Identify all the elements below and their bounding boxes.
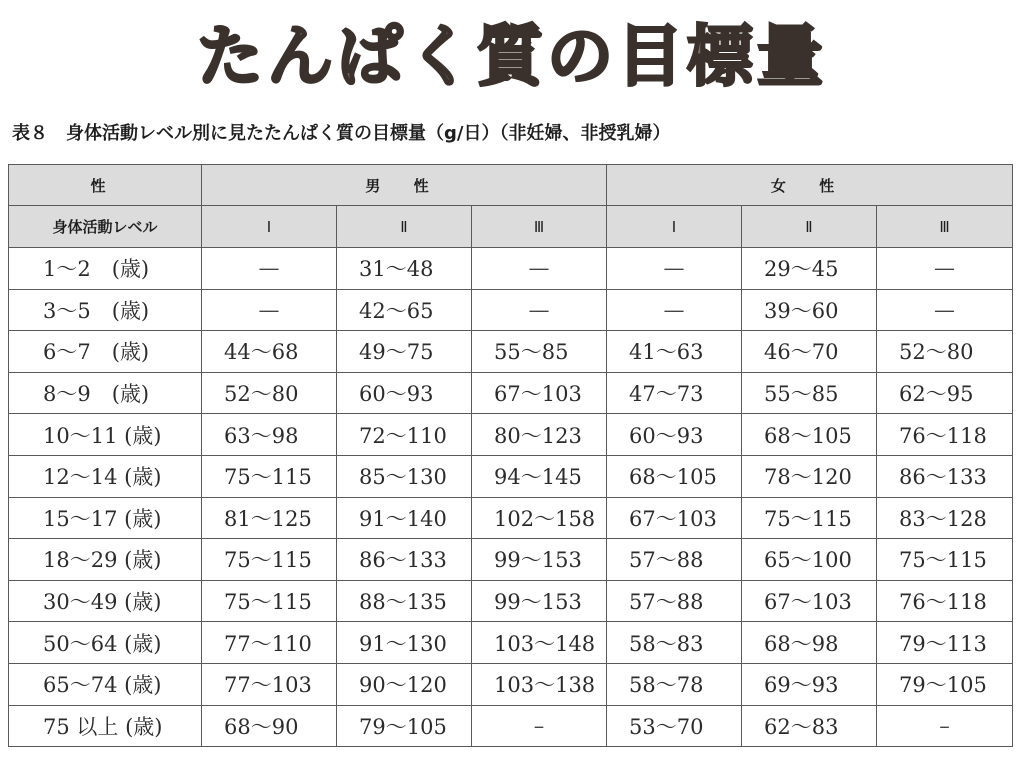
female-level-3-header: Ⅲ [877, 206, 1013, 248]
protein-value-cell: 91～140 [337, 497, 472, 539]
protein-value-cell: – [877, 705, 1013, 747]
protein-value-cell: — [202, 248, 337, 290]
female-level-1-header: Ⅰ [607, 206, 742, 248]
protein-value-cell: 62～95 [877, 372, 1013, 414]
page-title: たんぱく質の目標量 [197, 18, 827, 95]
protein-value-cell: 77～103 [202, 663, 337, 705]
male-level-2-header: Ⅱ [337, 206, 472, 248]
table-row [9, 248, 1013, 290]
table-row [9, 455, 1013, 497]
protein-value-cell: 86～133 [337, 539, 472, 581]
age-group-cell: 65～74 (歳) [9, 663, 202, 705]
protein-value-cell: 57～88 [607, 539, 742, 581]
protein-value-cell: 67～103 [742, 580, 877, 622]
protein-value-cell: 86～133 [877, 455, 1013, 497]
age-group-cell: 10～11 (歳) [9, 414, 202, 456]
female-level-2-header: Ⅱ [742, 206, 877, 248]
protein-value-cell: 102～158 [472, 497, 607, 539]
protein-value-cell: — [877, 248, 1013, 290]
age-group-cell: 8～9 (歳) [9, 372, 202, 414]
protein-value-cell: 29～45 [742, 248, 877, 290]
protein-value-cell: 60～93 [337, 372, 472, 414]
protein-value-cell: 103～148 [472, 622, 607, 664]
protein-value-cell: — [472, 248, 607, 290]
table-row [9, 663, 1013, 705]
age-group-cell: 3～5 (歳) [9, 289, 202, 331]
table-row [9, 289, 1013, 331]
male-level-1-header: Ⅰ [202, 206, 337, 248]
age-group-cell: 12～14 (歳) [9, 455, 202, 497]
age-group-cell: 75 以上 (歳) [9, 705, 202, 747]
table-caption: 表８ 身体活動レベル別に見たたんぱく質の目標量（g/日）（非妊婦、非授乳婦） [12, 123, 671, 144]
protein-value-cell: 46～70 [742, 331, 877, 373]
protein-value-cell: 55～85 [742, 372, 877, 414]
protein-value-cell: 47～73 [607, 372, 742, 414]
protein-value-cell: — [877, 289, 1013, 331]
protein-value-cell: 63～98 [202, 414, 337, 456]
protein-value-cell: 44～68 [202, 331, 337, 373]
table-row [9, 580, 1013, 622]
protein-value-cell: 83～128 [877, 497, 1013, 539]
age-group-cell: 6～7 (歳) [9, 331, 202, 373]
protein-value-cell: 65～100 [742, 539, 877, 581]
protein-value-cell: 39～60 [742, 289, 877, 331]
protein-value-cell: 68～98 [742, 622, 877, 664]
protein-value-cell: 41～63 [607, 331, 742, 373]
protein-value-cell: 77～110 [202, 622, 337, 664]
table-row [9, 414, 1013, 456]
age-group-cell: 15～17 (歳) [9, 497, 202, 539]
female-header: 女 性 [607, 165, 1013, 206]
age-group-cell: 1～2 (歳) [9, 248, 202, 290]
protein-value-cell: 78～120 [742, 455, 877, 497]
protein-target-table [8, 164, 1013, 747]
protein-value-cell: 85～130 [337, 455, 472, 497]
protein-value-cell: 62～83 [742, 705, 877, 747]
protein-value-cell: 91～130 [337, 622, 472, 664]
protein-value-cell: 76～118 [877, 580, 1013, 622]
protein-value-cell: 90～120 [337, 663, 472, 705]
protein-value-cell: 68～105 [607, 455, 742, 497]
protein-value-cell: 80～123 [472, 414, 607, 456]
header-row-level [9, 206, 1013, 248]
protein-value-cell: 58～78 [607, 663, 742, 705]
protein-value-cell: 75～115 [877, 539, 1013, 581]
table-row [9, 539, 1013, 581]
protein-value-cell: — [202, 289, 337, 331]
protein-value-cell: 76～118 [877, 414, 1013, 456]
protein-value-cell: — [472, 289, 607, 331]
protein-value-cell: 72～110 [337, 414, 472, 456]
protein-value-cell: 94～145 [472, 455, 607, 497]
protein-value-cell: 79～105 [877, 663, 1013, 705]
protein-value-cell: 31～48 [337, 248, 472, 290]
protein-value-cell: 75～115 [202, 455, 337, 497]
protein-value-cell: 67～103 [472, 372, 607, 414]
sex-header: 性 [9, 165, 202, 206]
protein-value-cell: 68～105 [742, 414, 877, 456]
male-level-3-header: Ⅲ [472, 206, 607, 248]
protein-value-cell: 75～115 [742, 497, 877, 539]
protein-value-cell: 79～113 [877, 622, 1013, 664]
protein-value-cell: — [607, 248, 742, 290]
protein-value-cell: 99～153 [472, 580, 607, 622]
table-row [9, 372, 1013, 414]
protein-value-cell: 57～88 [607, 580, 742, 622]
protein-value-cell: – [472, 705, 607, 747]
age-group-cell: 50～64 (歳) [9, 622, 202, 664]
protein-value-cell: 81～125 [202, 497, 337, 539]
table-body [9, 248, 1013, 747]
protein-value-cell: 75～115 [202, 580, 337, 622]
protein-value-cell: 49～75 [337, 331, 472, 373]
protein-value-cell: 75～115 [202, 539, 337, 581]
protein-value-cell: 79～105 [337, 705, 472, 747]
protein-value-cell: 55～85 [472, 331, 607, 373]
table-row [9, 705, 1013, 747]
protein-value-cell: 99～153 [472, 539, 607, 581]
activity-level-header: 身体活動レベル [9, 206, 202, 248]
protein-value-cell: 88～135 [337, 580, 472, 622]
protein-value-cell: 67～103 [607, 497, 742, 539]
protein-value-cell: 69～93 [742, 663, 877, 705]
table-row [9, 497, 1013, 539]
protein-value-cell: 68～90 [202, 705, 337, 747]
age-group-cell: 30～49 (歳) [9, 580, 202, 622]
protein-value-cell: 60～93 [607, 414, 742, 456]
protein-value-cell: — [607, 289, 742, 331]
table-row [9, 622, 1013, 664]
header-row-sex [9, 165, 1013, 206]
protein-value-cell: 53～70 [607, 705, 742, 747]
protein-value-cell: 42～65 [337, 289, 472, 331]
protein-value-cell: 52～80 [877, 331, 1013, 373]
age-group-cell: 18～29 (歳) [9, 539, 202, 581]
male-header: 男 性 [202, 165, 607, 206]
protein-value-cell: 58～83 [607, 622, 742, 664]
protein-value-cell: 52～80 [202, 372, 337, 414]
protein-value-cell: 103～138 [472, 663, 607, 705]
table-row [9, 331, 1013, 373]
